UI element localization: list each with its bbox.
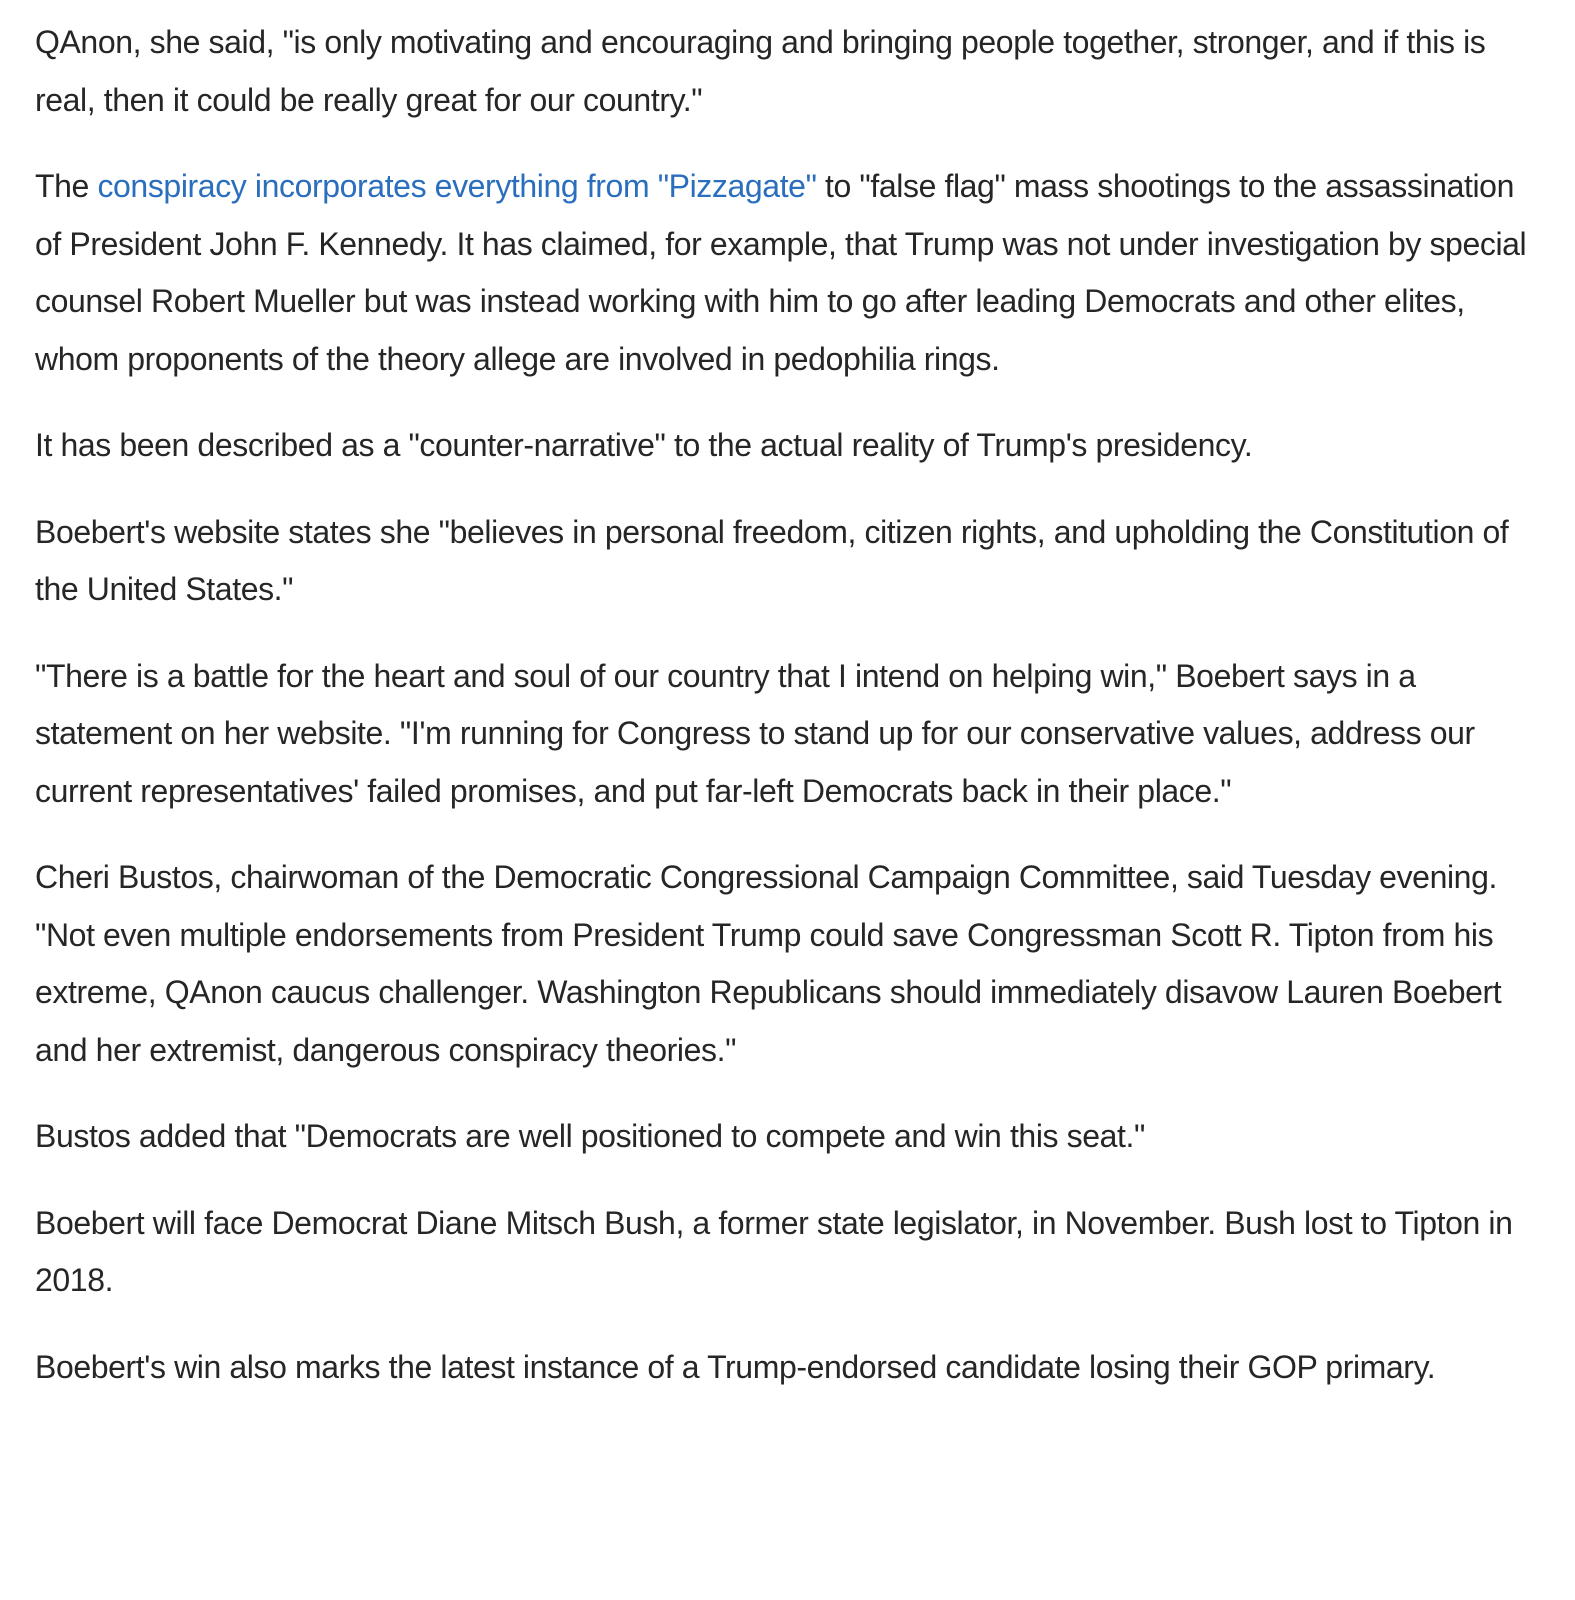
- paragraph-bustos-statement: [35, 849, 1545, 1079]
- paragraph-bustos-added: [35, 1108, 1545, 1166]
- paragraph-conspiracy: [35, 158, 1545, 388]
- paragraph-boebert-quote: [35, 648, 1545, 821]
- paragraph-text-after-link: to "false flag" mass shootings to the assassination of President John F. Kennedy. It has claimed, for example, that Trump was not under investigation by special counsel Robert Mueller but was instead working with him to go after leading Democrats and other elites, whom proponents of the theory allege are involved in pedophilia rings.: [35, 168, 1527, 377]
- paragraph-text: Boebert's website states she "believes in personal freedom, citizen rights, and upholding the Constitution of the United States.": [35, 513, 1509, 607]
- paragraph-website-statement: [35, 504, 1545, 619]
- paragraph-trump-endorsed: [35, 1339, 1545, 1397]
- paragraph-text: Boebert will face Democrat Diane Mitsch Bush, a former state legislator, in November. Bush lost to Tipton in 2018.: [35, 1204, 1513, 1298]
- paragraph-text: QAnon, she said, "is only motivating and encouraging and bringing people together, stronger, and if this is real, then it could be really great for our country.": [35, 24, 1486, 118]
- paragraph-text: It has been described as a "counter-narrative" to the actual reality of Trump's presidency.: [35, 427, 1253, 463]
- paragraph-qanon-quote: [35, 14, 1545, 129]
- paragraph-text: "There is a battle for the heart and soul of our country that I intend on helping win," Boebert says in a statement on her website. "I'm running for Congress to stand up for our conservative values, address our current representatives' failed promises, and put far-left Democrats back in their place.": [35, 657, 1475, 809]
- paragraph-counter-narrative: [35, 417, 1545, 475]
- paragraph-text: Boebert's win also marks the latest instance of a Trump-endorsed candidate losing their GOP primary.: [35, 1348, 1436, 1385]
- pizzagate-link[interactable]: conspiracy incorporates everything from "Pizzagate": [97, 168, 817, 204]
- paragraph-text: Cheri Bustos, chairwoman of the Democratic Congressional Campaign Committee, said Tuesday evening. "Not even multiple endorsements from President Trump could save Congressman Scott R. Tipton from his extreme, QAnon caucus challenger. Washington Republicans should immediately disavow Lauren Boebert and her extremist, dangerous conspiracy theories.": [35, 859, 1502, 1068]
- paragraph-text: Bustos added that "Democrats are well positioned to compete and win this seat.": [35, 1118, 1145, 1154]
- paragraph-general-election: [35, 1195, 1545, 1310]
- paragraph-text-before-link: The: [35, 168, 98, 204]
